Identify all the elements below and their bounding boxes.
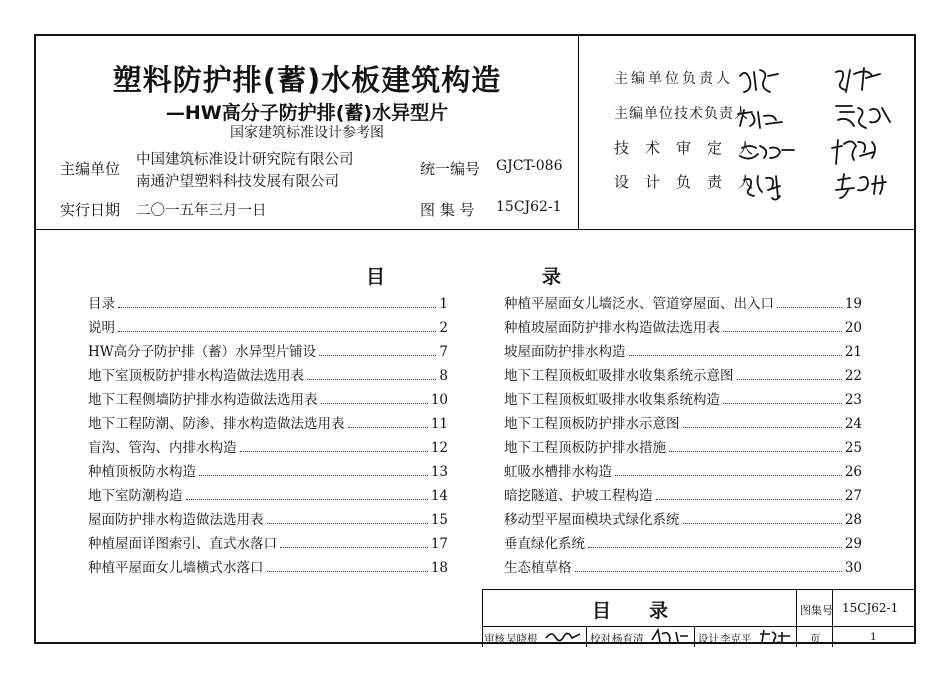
- toc-item-page: 26: [844, 464, 862, 480]
- toc-item-page: 28: [844, 512, 862, 528]
- toc-item-title: 地下室防潮构造: [88, 488, 183, 504]
- toc-leader: [723, 403, 842, 404]
- toc-item-title: 种植屋面详图索引、直式水落口: [88, 536, 277, 552]
- toc-item-page: 21: [844, 344, 862, 360]
- title-block: [482, 589, 914, 647]
- code-label: 统一编号: [420, 160, 481, 178]
- toc-item-title: 说明: [88, 320, 115, 336]
- tb-page-label: 页: [810, 633, 821, 645]
- signature-1b: [836, 68, 880, 92]
- toc-item-title: 种植坡屋面防护排水构造做法选用表: [504, 320, 720, 336]
- toc-leader: [656, 499, 842, 500]
- role-design-chief: 设计负责人: [614, 173, 770, 191]
- toc-item-page: 8: [439, 368, 448, 384]
- toc-leader: [267, 571, 428, 572]
- role-review: 技术审定人: [614, 139, 770, 157]
- toc-item-page: 11: [430, 416, 448, 432]
- toc-item-title: 地下工程顶板虹吸排水收集系统构造: [504, 392, 720, 408]
- toc-leader: [588, 547, 842, 548]
- toc-item-title: 地下工程顶板虹吸排水收集系统示意图: [504, 368, 734, 384]
- editor-label: 主编单位: [60, 160, 121, 178]
- toc-item[interactable]: [88, 554, 448, 576]
- toc-item[interactable]: [88, 362, 448, 384]
- toc-item-title: 地下工程防潮、防渗、排水构造做法选用表: [88, 416, 345, 432]
- toc-item[interactable]: [504, 434, 862, 456]
- toc-item-page: 17: [430, 536, 448, 552]
- tb-check-name: 杨育清: [612, 633, 644, 645]
- tb-design-label: 设计: [698, 633, 719, 645]
- toc-item-title: 移动型平屋面模块式绿化系统: [504, 512, 680, 528]
- tb-line: [796, 590, 797, 647]
- tb-drawing-name: 目 录: [592, 600, 669, 622]
- atlas-value: 15CJ62-1: [496, 199, 562, 215]
- toc-item[interactable]: [504, 386, 862, 408]
- atlas-subtitle: —HW高分子防护排(蓄)水异型片: [165, 102, 449, 124]
- toc-item-title: 地下工程顶板防护排水措施: [504, 440, 666, 456]
- toc-leader: [669, 451, 842, 452]
- tb-atlas-label: 图集号: [800, 604, 833, 617]
- toc-item[interactable]: [504, 506, 862, 528]
- toc-leader: [348, 427, 428, 428]
- toc-leader: [629, 355, 842, 356]
- toc-leader: [683, 427, 842, 428]
- header-bottom-rule: [36, 229, 914, 230]
- toc-item-page: 13: [430, 464, 448, 480]
- toc-item-title: 目录: [88, 296, 115, 312]
- tb-line: [482, 626, 914, 627]
- toc-leader: [186, 499, 428, 500]
- toc-item[interactable]: [504, 338, 862, 360]
- signature-3a: [740, 146, 794, 159]
- toc-item-page: 30: [844, 560, 862, 576]
- toc-item-title: 盲沟、管沟、内排水构造: [88, 440, 237, 456]
- atlas-series: 国家建筑标准设计参考图: [230, 125, 384, 141]
- tb-check-label: 校对: [590, 633, 611, 645]
- toc-item-title: 暗挖隧道、护坡工程构造: [504, 488, 653, 504]
- toc-item[interactable]: [504, 362, 862, 384]
- toc-item[interactable]: [504, 410, 862, 432]
- toc-item-title: 虹吸水槽排水构造: [504, 464, 612, 480]
- toc-title-left: 目: [366, 266, 386, 288]
- toc-leader: [683, 523, 842, 524]
- toc-item[interactable]: [88, 434, 448, 456]
- toc-leader: [199, 475, 428, 476]
- toc-item-title: 坡屋面防护排水构造: [504, 344, 626, 360]
- tb-review-label: 审核: [484, 633, 505, 645]
- toc-leader: [777, 307, 842, 308]
- toc-item-title: HW高分子防护排（蓄）水异型片铺设: [88, 344, 317, 360]
- signature-1a: [740, 70, 778, 92]
- toc-item-title: 种植平屋面女儿墙泛水、管道穿屋面、出入口: [504, 296, 774, 312]
- header-divider: [578, 36, 579, 229]
- toc-item-page: 18: [430, 560, 448, 576]
- toc-item-title: 屋面防护排水构造做法选用表: [88, 512, 264, 528]
- toc-item-page: 1: [439, 296, 448, 312]
- toc-item[interactable]: [88, 506, 448, 528]
- header-info: [36, 36, 578, 229]
- tb-review-signature: [544, 628, 584, 644]
- toc-leader: [319, 355, 436, 356]
- toc-item[interactable]: [88, 482, 448, 504]
- role-tech-chief: 主编单位技术负责人: [614, 106, 749, 122]
- signature-2a: [738, 110, 782, 128]
- code-value: GJCT-086: [496, 158, 563, 174]
- toc-item[interactable]: [504, 482, 862, 504]
- toc-item-title: 地下工程侧墙防护排水构造做法选用表: [88, 392, 318, 408]
- toc-item[interactable]: [504, 290, 862, 312]
- date-value: 二〇一五年三月一日: [136, 203, 267, 219]
- handwritten-signatures: [736, 64, 926, 204]
- toc-item-page: 25: [844, 440, 862, 456]
- toc-item-title: 地下室顶板防护排水构造做法选用表: [88, 368, 304, 384]
- toc-item-page: 23: [844, 392, 862, 408]
- toc-item[interactable]: [88, 290, 448, 312]
- toc-leader: [615, 475, 842, 476]
- toc-item-page: 10: [430, 392, 448, 408]
- toc-leader: [118, 307, 436, 308]
- toc-item[interactable]: [504, 314, 862, 336]
- toc-leader: [118, 331, 436, 332]
- signature-2b: [836, 106, 890, 128]
- toc-item-title: 地下工程顶板防护排水示意图: [504, 416, 680, 432]
- toc-item-page: 24: [844, 416, 862, 432]
- signature-3b: [832, 140, 875, 164]
- toc-item-page: 20: [844, 320, 862, 336]
- tb-line: [482, 590, 483, 647]
- toc-leader: [307, 379, 436, 380]
- toc-leader: [321, 403, 428, 404]
- toc-item[interactable]: [88, 458, 448, 480]
- atlas-title: 塑料防护排(蓄)水板建筑构造: [112, 63, 502, 97]
- toc-item-title: 种植平屋面女儿墙横式水落口: [88, 560, 264, 576]
- toc-item-page: 12: [430, 440, 448, 456]
- atlas-label: 图 集 号: [420, 201, 475, 219]
- tb-review-name: 吴晓根: [506, 633, 538, 645]
- toc-item[interactable]: [88, 386, 448, 408]
- toc-leader: [267, 523, 428, 524]
- toc-item-page: 19: [844, 296, 862, 312]
- tb-line: [832, 590, 833, 647]
- toc-leader: [575, 571, 842, 572]
- toc-item-page: 14: [430, 488, 448, 504]
- signature-4b: [836, 174, 886, 198]
- toc-item-page: 29: [844, 536, 862, 552]
- tb-line: [694, 626, 695, 647]
- toc-item-page: 27: [844, 488, 862, 504]
- toc-item[interactable]: [504, 458, 862, 480]
- editor-unit-1: 中国建筑标准设计研究院有限公司: [136, 152, 354, 168]
- drawing-frame: [34, 34, 916, 644]
- signature-4a: [744, 176, 780, 200]
- toc-item-title: 垂直绿化系统: [504, 536, 585, 552]
- tb-page-value: 1: [870, 631, 877, 643]
- date-label: 实行日期: [60, 201, 121, 219]
- toc-leader: [723, 331, 842, 332]
- toc-item-page: 22: [844, 368, 862, 384]
- toc-title-right: 录: [542, 266, 562, 288]
- tb-check-signature: [650, 628, 692, 644]
- tb-design-signature: [758, 628, 796, 644]
- toc-item-page: 2: [439, 320, 448, 336]
- toc-item[interactable]: [88, 410, 448, 432]
- toc-leader: [280, 547, 428, 548]
- toc-item-page: 7: [439, 344, 448, 360]
- toc-item-page: 15: [430, 512, 448, 528]
- toc-item[interactable]: [88, 530, 448, 552]
- toc-item-title: 生态植草格: [504, 560, 572, 576]
- toc-item[interactable]: [504, 530, 862, 552]
- toc-item[interactable]: [88, 314, 448, 336]
- toc-leader: [240, 451, 428, 452]
- toc-item-title: 种植顶板防水构造: [88, 464, 196, 480]
- toc-item[interactable]: [88, 338, 448, 360]
- editor-unit-2: 南通沪望塑料科技发展有限公司: [136, 174, 339, 190]
- toc-leader: [737, 379, 842, 380]
- tb-line: [586, 626, 587, 647]
- toc-item[interactable]: [504, 554, 862, 576]
- role-chief-unit: 主编单位负责人: [614, 71, 733, 87]
- tb-atlas-value: 15CJ62-1: [842, 601, 899, 615]
- tb-design-name: 李克平: [720, 633, 752, 645]
